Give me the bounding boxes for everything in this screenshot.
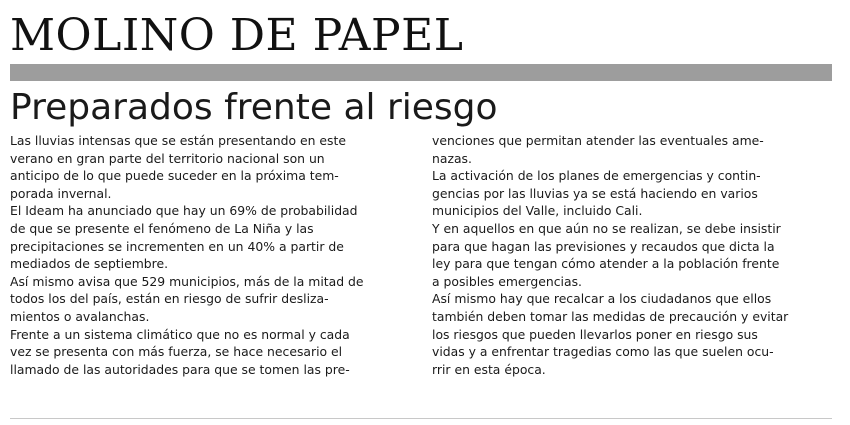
- text-line: de que se presente el fenómeno de La Niña y las: [10, 220, 314, 236]
- text-line: Así mismo avisa que 529 municipios, más de la mitad de: [10, 273, 364, 289]
- text-line: Así mismo hay que recalcar a los ciudadanos que ellos: [432, 291, 772, 307]
- text-line: vez se presenta con más fuerza, se hace necesario el: [10, 344, 343, 360]
- text-line: precipitaciones se incrementen en un 40% a partir de: [10, 238, 344, 254]
- article-column-left: [10, 132, 410, 378]
- text-line: también deben tomar las medidas de precaución y evitar: [432, 308, 789, 324]
- text-line: nazas.: [432, 150, 472, 166]
- text-line: rrir en esta época.: [432, 361, 546, 377]
- text-line: gencias por las lluvias ya se está haciendo en varios: [432, 185, 758, 201]
- bottom-rule: [10, 418, 832, 419]
- text-line: llamado de las autoridades para que se tomen las pre-: [10, 361, 350, 377]
- text-line: para que hagan las previsiones y recaudos que dicta la: [432, 238, 775, 254]
- text-line: La activación de los planes de emergencias y contin-: [432, 168, 761, 184]
- text-line: ley para que tengan cómo atender a la población frente: [432, 256, 780, 272]
- text-line: mientos o avalanchas.: [10, 308, 150, 324]
- text-line: a posibles emergencias.: [432, 273, 582, 289]
- text-line: municipios del Valle, incluido Cali.: [432, 203, 643, 219]
- headline: Preparados frente al riesgo: [10, 87, 498, 128]
- section-divider-bar: [10, 64, 832, 81]
- text-line: Y en aquellos en que aún no se realizan, se debe insistir: [432, 220, 781, 236]
- text-line: todos los del país, están en riesgo de sufrir desliza-: [10, 291, 329, 307]
- text-line: los riesgos que pueden llevarlos poner en riesgo sus: [432, 326, 758, 342]
- text-line: venciones que permitan atender las eventuales ame-: [432, 133, 764, 148]
- text-line: mediados de septiembre.: [10, 256, 169, 272]
- article-column-right: [432, 132, 832, 378]
- text-line: El Ideam ha anunciado que hay un 69% de probabilidad: [10, 203, 358, 219]
- text-line: Frente a un sistema climático que no es normal y cada: [10, 326, 350, 342]
- section-title: MOLINO DE PAPEL: [10, 10, 464, 61]
- text-line: Las lluvias intensas que se están presentando en este: [10, 133, 346, 148]
- text-line: porada invernal.: [10, 185, 112, 201]
- text-line: vidas y a enfrentar tragedias como las que suelen ocu-: [432, 344, 774, 360]
- text-line: anticipo de lo que puede suceder en la próxima tem-: [10, 168, 339, 184]
- text-line: verano en gran parte del territorio nacional son un: [10, 150, 325, 166]
